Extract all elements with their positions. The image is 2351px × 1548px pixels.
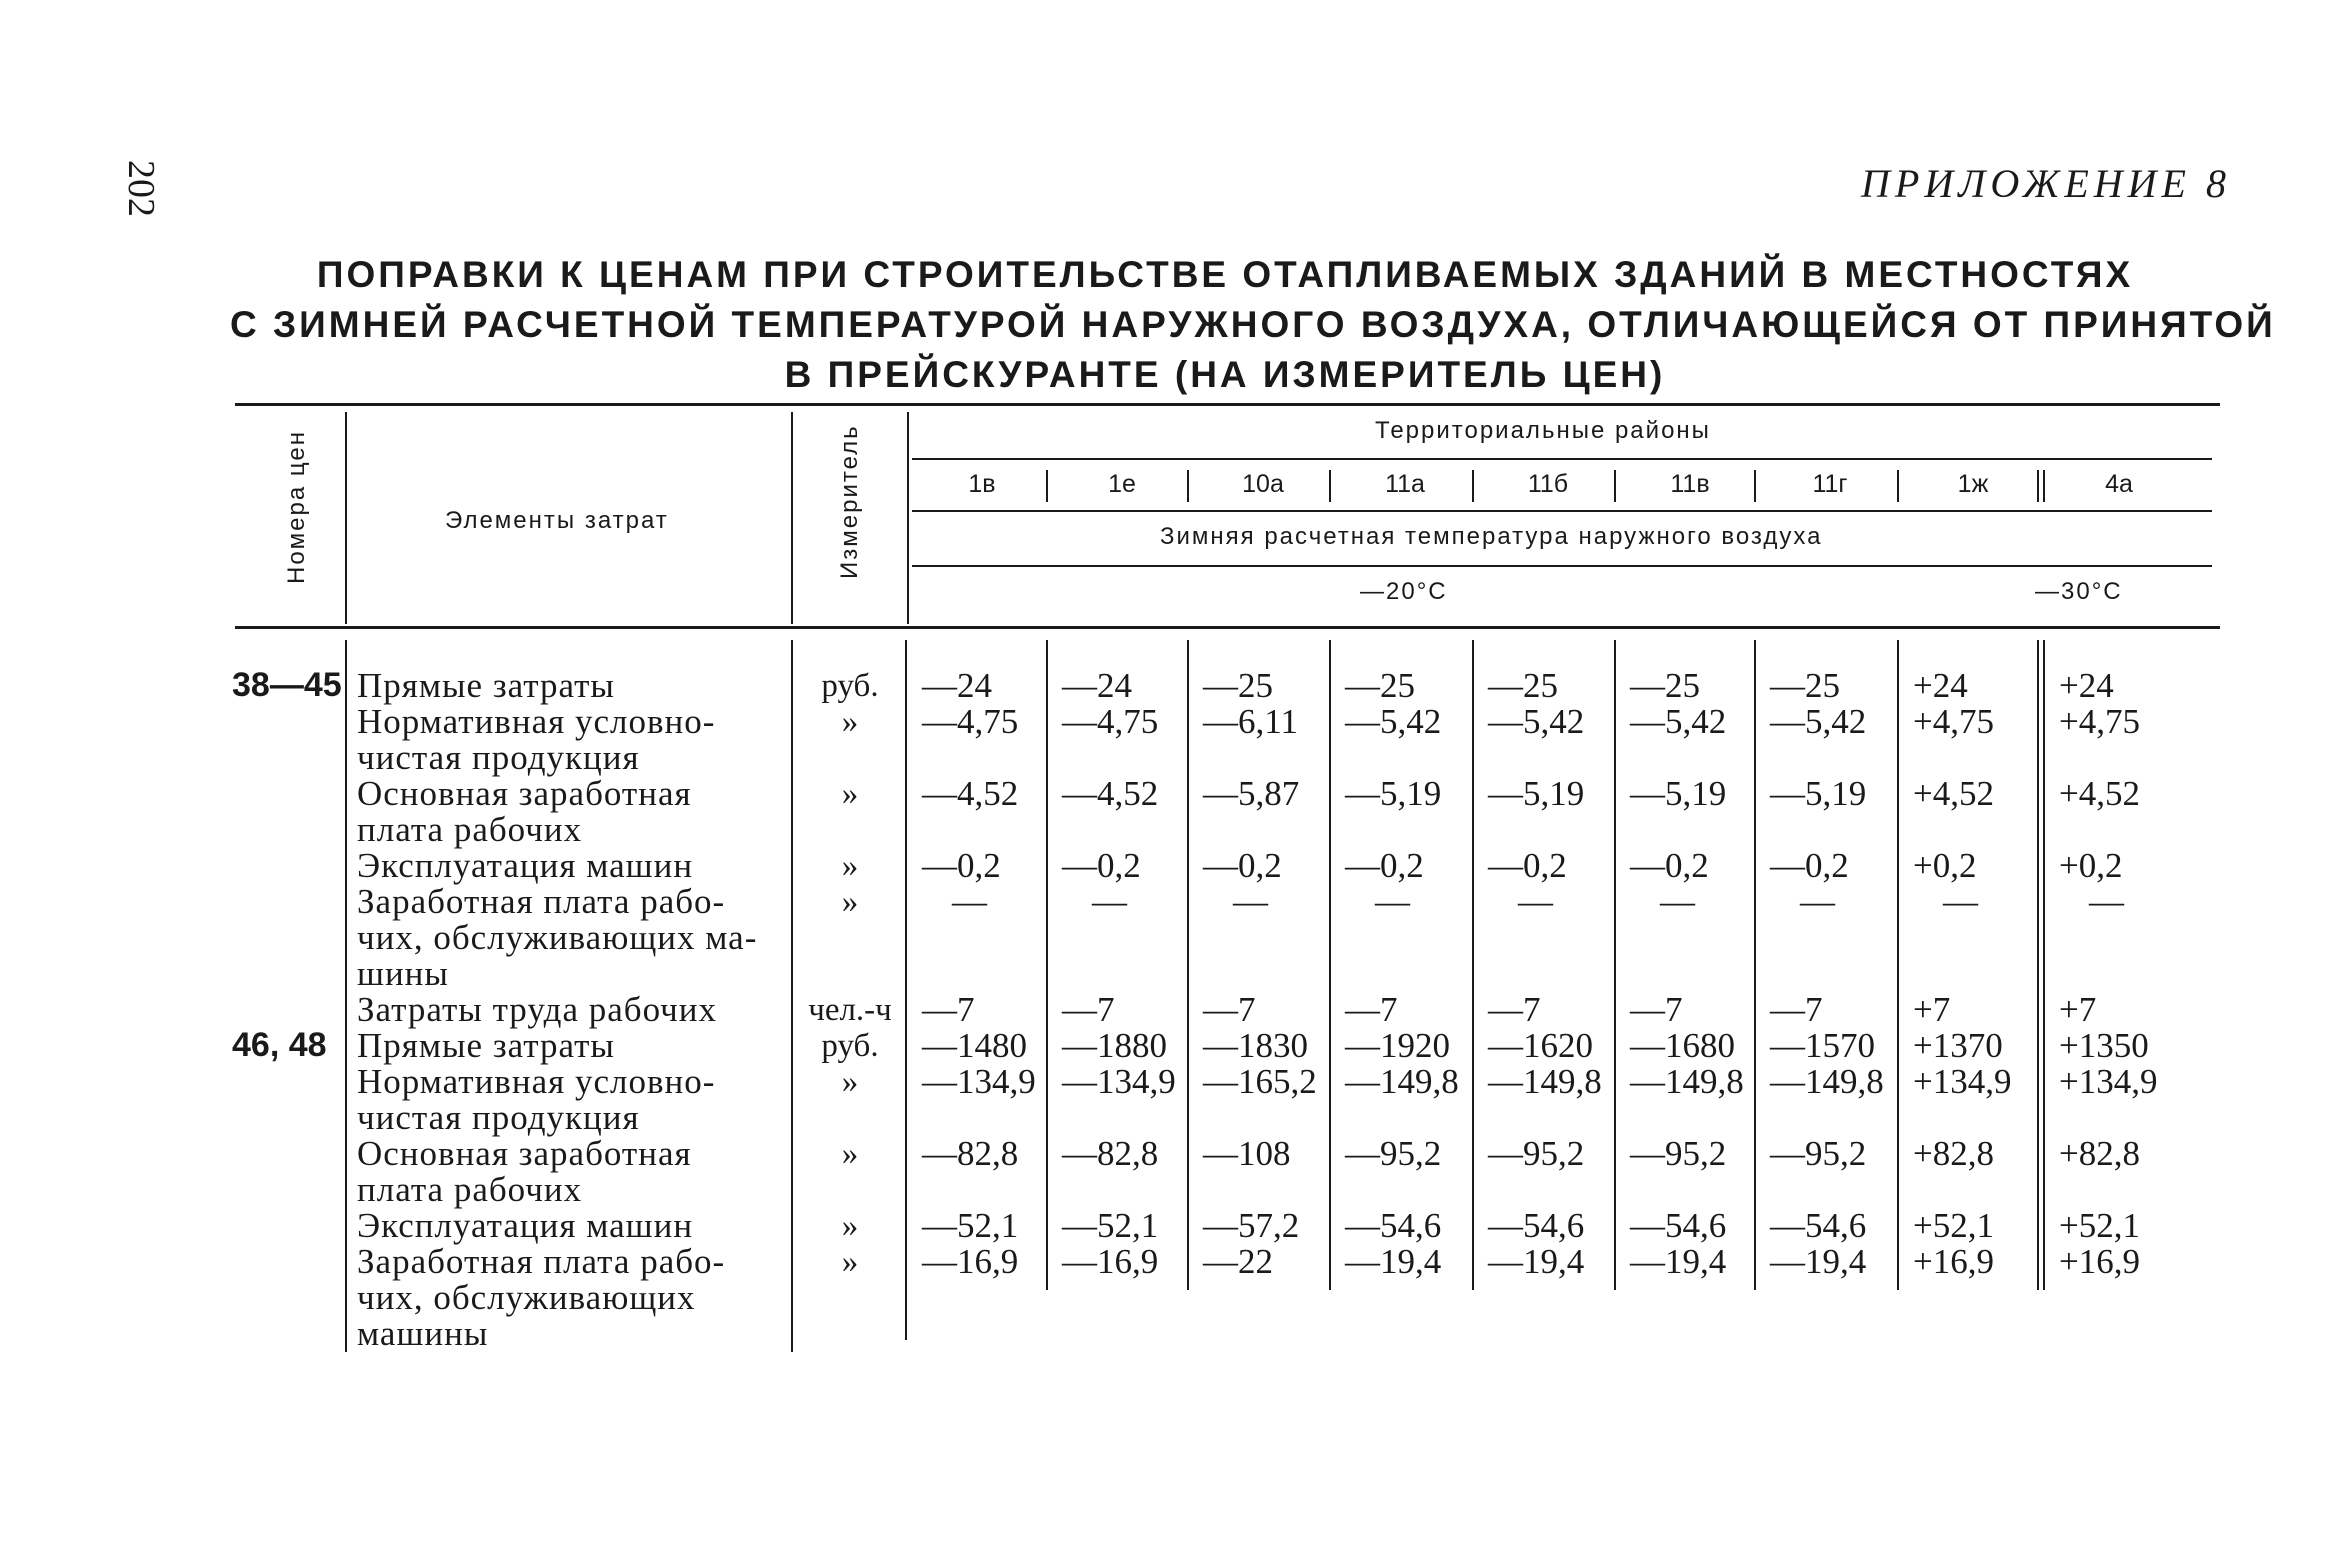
value-cell: —16,9 <box>922 1242 1019 1281</box>
cost-element-line: Прямые затраты <box>357 666 615 705</box>
value-cell: +4,52 <box>2059 774 2140 813</box>
unit-cell: » <box>841 848 859 884</box>
value-cell: —52,1 <box>1062 1206 1159 1245</box>
value-cell: —5,87 <box>1203 774 1300 813</box>
value-cell: —22 <box>1203 1242 1273 1281</box>
region-separator <box>2043 470 2045 502</box>
value-cell: —165,2 <box>1203 1062 1317 1101</box>
value-cell: —24 <box>1062 666 1132 705</box>
value-cell: —25 <box>1630 666 1700 705</box>
value-cell: —82,8 <box>922 1134 1019 1173</box>
value-cell: —7 <box>1345 990 1398 1029</box>
table-top-rule <box>235 403 2220 406</box>
value-cell: — <box>1233 882 1268 921</box>
cost-element-line: плата рабочих <box>357 810 583 849</box>
value-cell: +134,9 <box>2059 1062 2158 1101</box>
value-cell: +1350 <box>2059 1026 2149 1065</box>
appendix-label: ПРИЛОЖЕНИЕ 8 <box>1861 161 2231 206</box>
value-cell: — <box>1092 882 1127 921</box>
cost-elements-header: Элементы затрат <box>445 507 669 534</box>
value-cell: —134,9 <box>1062 1062 1176 1101</box>
value-cell: +0,2 <box>2059 846 2123 885</box>
unit-header: Измеритель <box>836 424 863 579</box>
cost-element <box>357 1244 725 1352</box>
value-cell: —5,19 <box>1770 774 1867 813</box>
value-cell: —5,19 <box>1630 774 1727 813</box>
temperature-low: —20°С <box>1360 578 1448 605</box>
value-cell: — <box>1518 882 1553 921</box>
value-cell: —57,2 <box>1203 1206 1300 1245</box>
value-cell: —0,2 <box>1203 846 1282 885</box>
region-code: 1ж <box>1957 470 1989 498</box>
value-cell: —25 <box>1345 666 1415 705</box>
price-numbers-header: Номера цен <box>283 430 310 584</box>
value-cell: —7 <box>1062 990 1115 1029</box>
price-number-code: 38—45 <box>232 666 342 704</box>
cost-element-line: Основная заработная <box>357 1134 692 1173</box>
cost-element-line: Основная заработная <box>357 774 692 813</box>
value-cell: — <box>1375 882 1410 921</box>
value-cell: —1830 <box>1203 1026 1308 1065</box>
value-cell: —19,4 <box>1770 1242 1867 1281</box>
value-cell: — <box>1660 882 1695 921</box>
value-cell: —95,2 <box>1630 1134 1727 1173</box>
value-cell: +82,8 <box>1913 1134 1994 1173</box>
document-title <box>230 250 2276 400</box>
region-code: 11г <box>1812 470 1848 498</box>
value-cell: +52,1 <box>2059 1206 2140 1245</box>
value-cell: —134,9 <box>922 1062 1036 1101</box>
unit-cell: » <box>841 776 859 812</box>
value-cell: +4,75 <box>2059 702 2140 741</box>
value-cell: +134,9 <box>1913 1062 2012 1101</box>
cost-element-line: чистая продукция <box>357 738 640 777</box>
value-cell: —54,6 <box>1770 1206 1867 1245</box>
value-cell: —54,6 <box>1488 1206 1585 1245</box>
value-cell: —5,19 <box>1488 774 1585 813</box>
title-line: В ПРЕЙСКУРАНТЕ (НА ИЗМЕРИТЕЛЬ ЦЕН) <box>784 354 1666 395</box>
title-line: ПОПРАВКИ К ЦЕНАМ ПРИ СТРОИТЕЛЬСТВЕ ОТАПЛИВАЕМЫХ ЗДАНИЙ В МЕСТНОСТЯХ <box>316 254 2134 295</box>
value-cell: —7 <box>922 990 975 1029</box>
region-code: 4а <box>2105 470 2133 498</box>
cost-element-line: Затраты труда рабочих <box>357 990 717 1029</box>
value-cell: — <box>952 882 987 921</box>
value-cell: —108 <box>1203 1134 1291 1173</box>
value-cell: —7 <box>1488 990 1541 1029</box>
column-separator <box>345 640 347 1352</box>
page-number: 202 <box>120 160 162 217</box>
value-cell: +16,9 <box>2059 1242 2140 1281</box>
value-cell: —19,4 <box>1345 1242 1442 1281</box>
value-cell: —4,75 <box>1062 702 1159 741</box>
value-cell: —25 <box>1203 666 1273 705</box>
cost-element-line: машины <box>357 1314 489 1353</box>
value-cell: —1680 <box>1630 1026 1735 1065</box>
region-code: 1в <box>968 470 996 498</box>
column-separator <box>905 640 907 1340</box>
value-cell: —52,1 <box>922 1206 1019 1245</box>
value-cell: —5,19 <box>1345 774 1442 813</box>
value-cell: +52,1 <box>1913 1206 1994 1245</box>
value-cell: —7 <box>1630 990 1683 1029</box>
value-cell: —16,9 <box>1062 1242 1159 1281</box>
value-cell: —19,4 <box>1630 1242 1727 1281</box>
value-cell: —149,8 <box>1345 1062 1459 1101</box>
unit-cell: » <box>841 884 859 920</box>
cost-element <box>357 884 757 992</box>
value-cell: —5,42 <box>1770 702 1867 741</box>
value-cell: —4,75 <box>922 702 1019 741</box>
cost-element-line: Эксплуатация машин <box>357 1206 694 1245</box>
region-separator <box>2037 470 2039 502</box>
value-cell: —149,8 <box>1770 1062 1884 1101</box>
value-cell: —5,42 <box>1630 702 1727 741</box>
value-cell: +24 <box>2059 666 2114 705</box>
region-code: 1е <box>1108 470 1136 498</box>
title-line: С ЗИМНЕЙ РАСЧЕТНОЙ ТЕМПЕРАТУРОЙ НАРУЖНОГО ВОЗДУХА, ОТЛИЧАЮЩЕЙСЯ ОТ ПРИНЯТОЙ <box>230 304 2276 345</box>
cost-element-line: Заработная плата рабо- <box>357 1242 726 1281</box>
value-cell: +24 <box>1913 666 1968 705</box>
column-separator <box>791 640 793 1352</box>
region-separator <box>1329 470 1331 502</box>
unit-cell: руб. <box>821 1028 879 1064</box>
cost-element-line: плата рабочих <box>357 1170 583 1209</box>
value-cell: —19,4 <box>1488 1242 1585 1281</box>
value-cell: —0,2 <box>1062 846 1141 885</box>
unit-cell: » <box>841 1208 859 1244</box>
region-code: 11в <box>1670 470 1710 498</box>
value-cell: —1920 <box>1345 1026 1450 1065</box>
regions-title-rule <box>912 458 2212 460</box>
value-cell: —1620 <box>1488 1026 1593 1065</box>
value-cell: —0,2 <box>1488 846 1567 885</box>
value-cell: —0,2 <box>1345 846 1424 885</box>
cost-element <box>357 1208 693 1244</box>
value-cell: —95,2 <box>1488 1134 1585 1173</box>
unit-cell: » <box>841 1136 859 1172</box>
cost-element <box>357 1136 692 1208</box>
cost-element <box>357 992 717 1028</box>
value-cell: —4,52 <box>1062 774 1159 813</box>
value-cell: +7 <box>1913 990 1951 1029</box>
value-cell: —7 <box>1203 990 1256 1029</box>
unit-cell: » <box>841 704 859 740</box>
value-cell: +82,8 <box>2059 1134 2140 1173</box>
value-cell: —1570 <box>1770 1026 1875 1065</box>
region-code: 10а <box>1242 470 1284 498</box>
value-cell: —5,42 <box>1488 702 1585 741</box>
cost-element-line: Прямые затраты <box>357 1026 615 1065</box>
header-bottom-rule <box>235 626 2220 629</box>
value-cell: —1880 <box>1062 1026 1167 1065</box>
cost-element <box>357 776 692 848</box>
value-cell: —25 <box>1488 666 1558 705</box>
value-cell: —0,2 <box>922 846 1001 885</box>
price-number-code: 46, 48 <box>232 1026 327 1064</box>
cost-element-line: Эксплуатация машин <box>357 846 694 885</box>
header-divider <box>791 412 793 624</box>
cost-element-line: чих, обслуживающих <box>357 1278 696 1317</box>
cost-element <box>357 668 615 704</box>
value-cell: —25 <box>1770 666 1840 705</box>
value-cell: —4,52 <box>922 774 1019 813</box>
region-code: 11а <box>1385 470 1425 498</box>
value-cell: —1480 <box>922 1026 1027 1065</box>
region-separator <box>1614 470 1616 502</box>
region-separator <box>1187 470 1189 502</box>
value-cell: —5,42 <box>1345 702 1442 741</box>
value-cell: —95,2 <box>1770 1134 1867 1173</box>
unit-cell: » <box>841 1244 859 1280</box>
value-cell: — <box>1800 882 1835 921</box>
value-cell: — <box>1943 882 1978 921</box>
value-cell: —54,6 <box>1630 1206 1727 1245</box>
value-cell: +1370 <box>1913 1026 2003 1065</box>
unit-cell: руб. <box>821 668 879 704</box>
unit-cell: » <box>841 1064 859 1100</box>
value-cell: +16,9 <box>1913 1242 1994 1281</box>
cost-element <box>357 704 715 776</box>
value-cell: —54,6 <box>1345 1206 1442 1245</box>
cost-element-line: чих, обслуживающих ма- <box>357 918 758 957</box>
value-cell: +7 <box>2059 990 2097 1029</box>
temperature-title-rule <box>912 565 2212 567</box>
region-separator <box>1472 470 1474 502</box>
value-cell: — <box>2089 882 2124 921</box>
cost-element <box>357 1064 715 1136</box>
region-separator <box>1897 470 1899 502</box>
temperature-high: —30°С <box>2035 578 2123 605</box>
value-cell: +0,2 <box>1913 846 1977 885</box>
value-cell: +4,75 <box>1913 702 1994 741</box>
value-cell: —0,2 <box>1630 846 1709 885</box>
region-separator <box>1754 470 1756 502</box>
cost-element-line: шины <box>357 954 449 993</box>
cost-element-line: Нормативная условно- <box>357 1062 716 1101</box>
unit-cell: чел.-ч <box>808 992 892 1028</box>
cost-element-line: чистая продукция <box>357 1098 640 1137</box>
cost-element-line: Заработная плата рабо- <box>357 882 726 921</box>
region-code: 11б <box>1527 470 1569 498</box>
value-cell: —149,8 <box>1488 1062 1602 1101</box>
cost-element <box>357 848 693 884</box>
regions-row-rule <box>912 510 2212 512</box>
value-cell: —149,8 <box>1630 1062 1744 1101</box>
temperature-title: Зимняя расчетная температура наружного воздуха <box>1160 523 1823 550</box>
header-divider <box>345 412 347 624</box>
value-cell: +4,52 <box>1913 774 1994 813</box>
value-cell: —6,11 <box>1203 702 1298 741</box>
value-cell: —95,2 <box>1345 1134 1442 1173</box>
region-separator <box>1046 470 1048 502</box>
cost-element-line: Нормативная условно- <box>357 702 716 741</box>
value-cell: —82,8 <box>1062 1134 1159 1173</box>
regions-title: Территориальные районы <box>1375 417 1711 444</box>
value-cell: —0,2 <box>1770 846 1849 885</box>
cost-element <box>357 1028 615 1064</box>
value-cell: —7 <box>1770 990 1823 1029</box>
header-divider <box>907 412 909 624</box>
value-cell: —24 <box>922 666 992 705</box>
